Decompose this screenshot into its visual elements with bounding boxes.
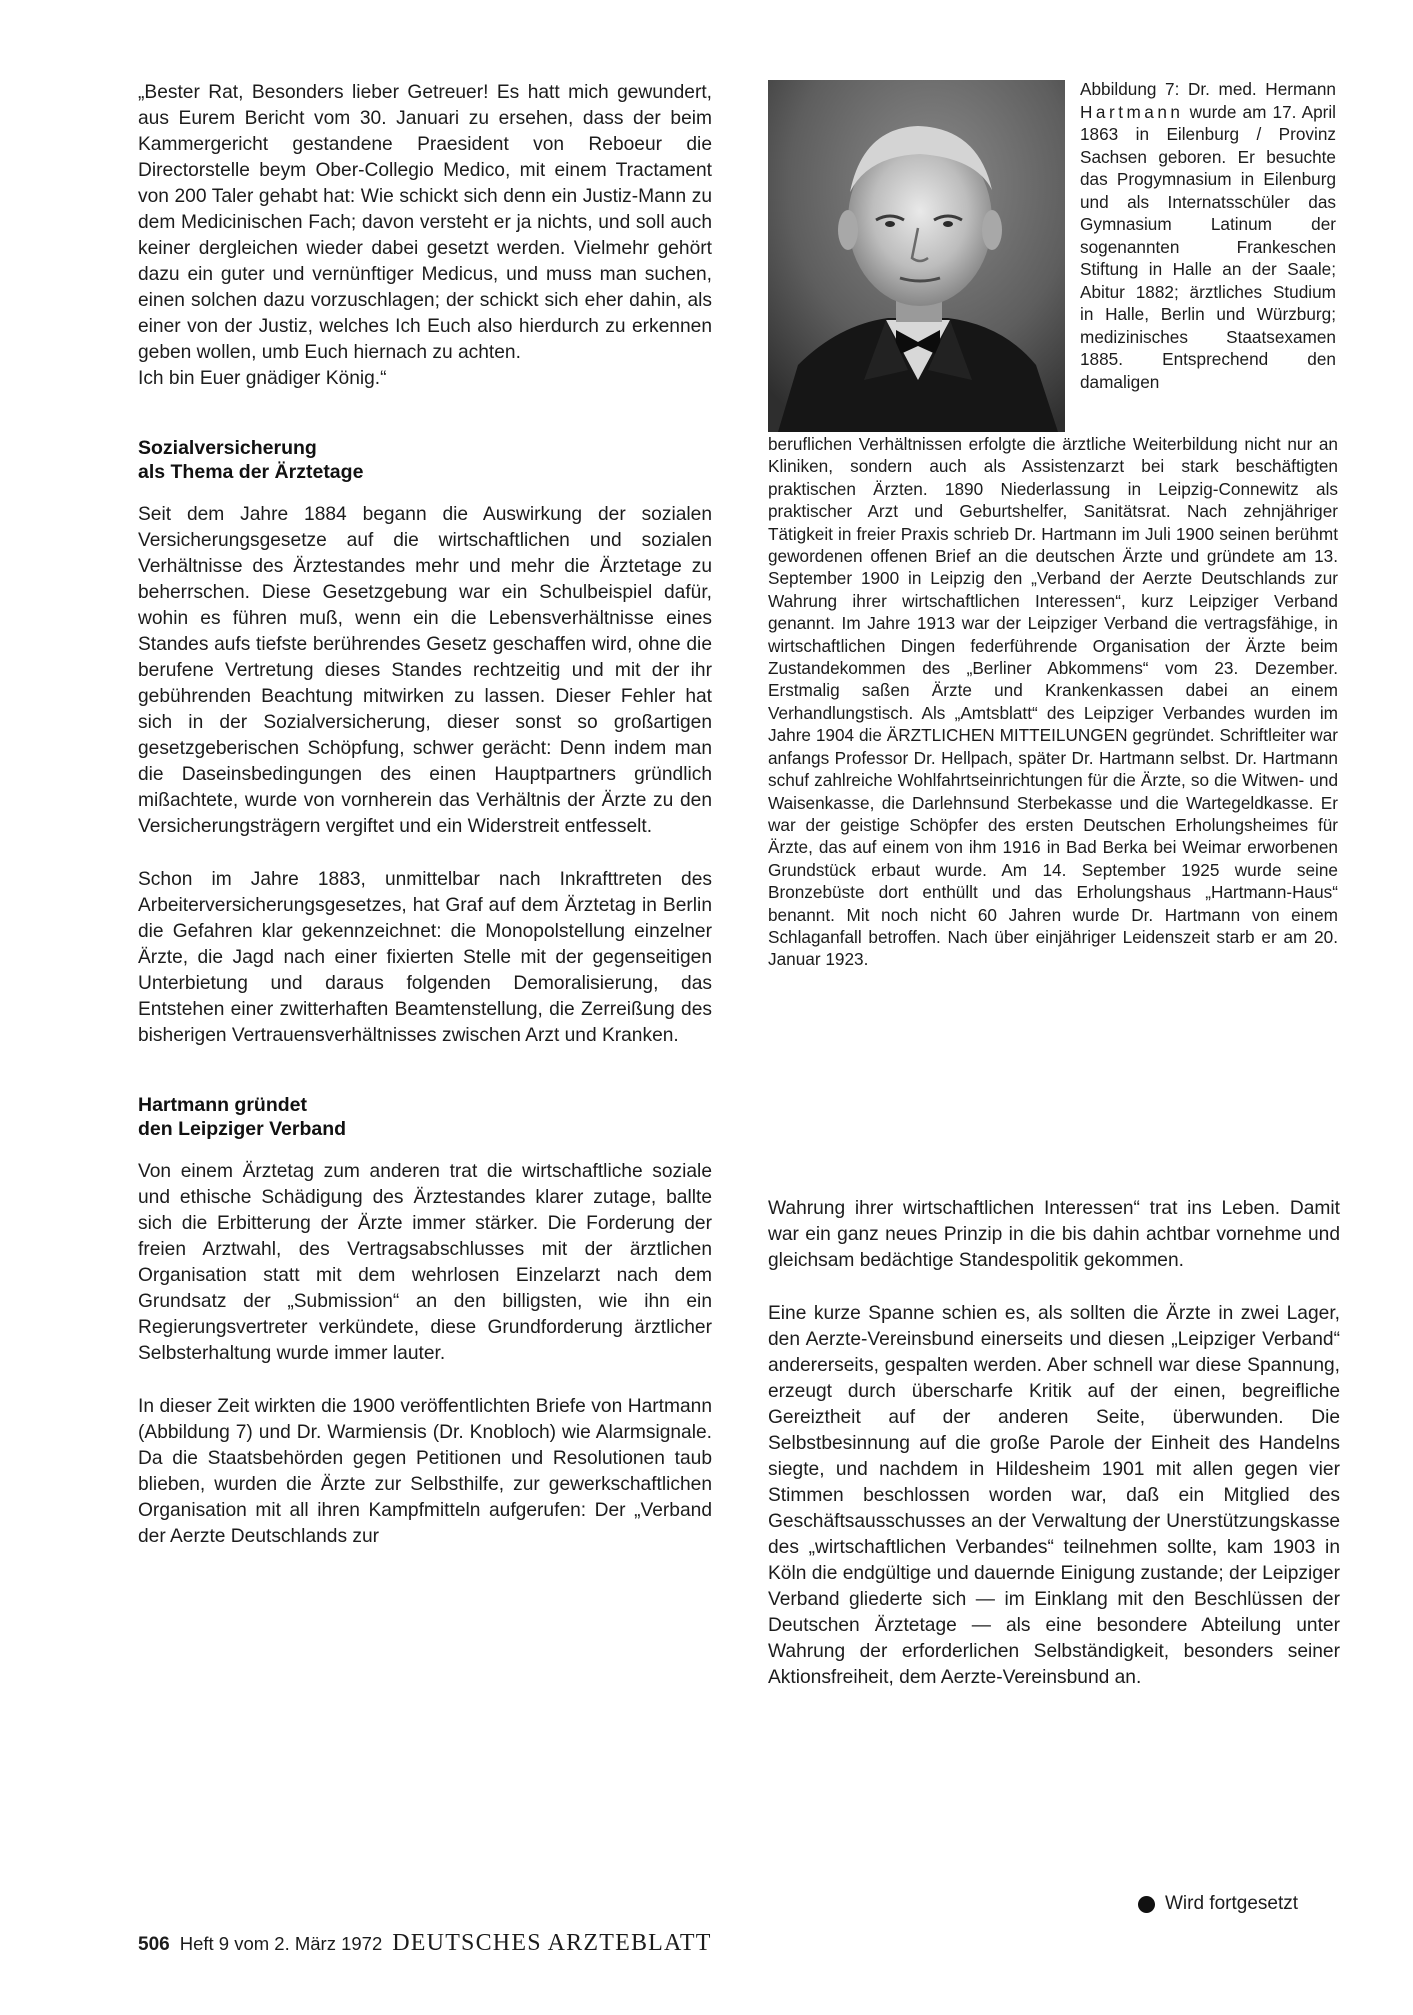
section-heading-sozialversicherung	[138, 436, 712, 484]
section-heading-hartmann	[138, 1093, 712, 1141]
page-footer	[138, 1930, 712, 1957]
bullet-icon	[1138, 1896, 1155, 1913]
page-number: 506	[138, 1934, 170, 1955]
continued-label: Wird fortgesetzt	[1165, 1893, 1299, 1914]
heading-line: als Thema der Ärztetage	[138, 461, 364, 483]
paragraph: Eine kurze Spanne schien es, als sollten die Ärzte in zwei Lager, den Aerzte-Vereinsbund einerseits und diesen „Leipziger Verband“ andererseits, gespalten werden. Aber schnell war diese Spannung, erzeugt durch überscharfe Kritik auf der einen, begreifliche Gereiztheit auf der anderen Seite, überwunden. Die Selbstbesinnung auf die große Parole der Einheit des Handelns siegte, und nachdem in Hildesheim 1901 mit allen gegen vier Stimmen beschlossen worden war, daß ein Mitglied des Geschäftsausschusses an der Verwaltung der Unerstützungskasse des „wirtschaftlichen Verbandes“ teilnehmen sollte, kam 1903 in Köln die endgültige und dauernde Einigung zustande; der Leipziger Verband gliederte sich — im Einklang mit den Beschlüssen der Deutschen Ärztetage — als eine besondere Abteilung unter Wahrung der erforderlichen Selbständigkeit, besonders seiner Aktionsfreiheit, dem Aerzte-Vereinsbund an.	[768, 1303, 1340, 1688]
caption-lead: Abbildung 7: Dr. med. Hermann	[1080, 79, 1336, 99]
figure-caption-continued	[768, 433, 1338, 971]
issue-info: Heft 9 vom 2. März 1972	[179, 1933, 383, 1954]
caption-side-text: wurde am 17. April 1863 in Eilenburg / Provinz Sachsen geboren. Er besuchte das Progymnasium in Eilenburg und als Internatsschüler das Gymnasium Latinum der sogenannten Frankeschen Stiftung in Halle an der Saale; Abitur 1882; ärztliches Studium in Halle, Berlin und Würzburg; medizinisches Staatsexamen 1885. Entsprechend den damaligen	[1080, 101, 1336, 392]
paragraph: Seit dem Jahre 1884 begann die Auswirkung der sozialen Versicherungsgesetze auf die wirtschaftlichen und sozialen Verhältnisse des Ärztestandes mehr und mehr die Ärztetage zu beherrschen. Diese Gesetzgebung war ein Schulbeispiel dafür, wohin es führen muß, wenn ein die Lebensverhältnisse eines Standes aufs tiefste berührendes Gesetz geschaffen wird, ohne die berufene Vertretung dieses Standes rechtzeitig und mit der ihr gebührenden Beachtung mitwirken zu lassen. Dieser Fehler hat sich in der Sozialversicherung, dieser sonst so großartigen gesetzgeberischen Schöpfung, schwer gerächt: Denn indem man die Daseinsbedingungen des einen Hauptpartners gründlich mißachtete, wurde von vornherein das Verhältnis der Ärzte zu den Versicherungsträgern vergiftet und ein Widerstreit entfesselt.	[138, 504, 712, 837]
continued-marker	[1138, 1892, 1298, 1916]
paragraph: In dieser Zeit wirkten die 1900 veröffentlichten Briefe von Hartmann (Abbildung 7) und Dr. Warmiensis (Dr. Knobloch) wie Alarmsignale. Da die Staatsbehörden gegen Petitionen und Resolutionen taub blieben, wurden die Ärzte zur Selbsthilfe, zur gewerkschaftlichen Organisation mit all ihren Kampfmitteln aufgerufen: Der „Verband der Aerzte Deutschlands zur	[138, 1396, 712, 1547]
letter-signature: Ich bin Euer gnädiger König.“	[138, 368, 387, 389]
heading-line: Hartmann gründet	[138, 1094, 308, 1116]
right-column	[768, 1196, 1340, 1691]
caption-name: Hartmann	[1080, 101, 1184, 122]
journal-name: DEUTSCHES ARZTEBLATT	[392, 1930, 712, 1956]
caption-full-text: beruflichen Verhältnissen erfolgte die ärztliche Weiterbildung nicht nur an Kliniken, sondern auch als Assistenzarzt bei stark beschäftigten praktischen Ärzten. 1890 Niederlassung in Leipzig-Connewitz als praktischer Arzt und Geburtshelfer, Sanitätsrat. Nach zehnjähriger Tätigkeit in freier Praxis schrieb Dr. Hartmann im Juli 1900 seinen berühmt gewordenen offenen Brief an die deutschen Ärzte und gründete am 13. September 1900 in Leipzig den „Verband der Aerzte Deutschlands zur Wahrung ihrer wirtschaftlichen Interessen“, kurz Leipziger Verband genannt. Im Jahre 1913 war der Leipziger Verband die vertragsfähige, in wirtschaftlichen Dingen federführende Organisation der Ärzte beim Zustandekommen des „Berliner Abkommens“ vom 23. Dezember. Erstmalig saßen Ärzte und Krankenkassen dabei an einem Verhandlungstisch. Als „Amtsblatt“ des Leipziger Verbandes wurden im Jahre 1904 die ÄRZTLICHEN MITTEILUNGEN gegründet. Schriftleiter war anfangs Professor Dr. Hellpach, später Dr. Hartmann selbst. Dr. Hartmann schuf zahlreiche Wohlfahrtseinrichtungen für die Ärzte, so die Witwen- und Waisenkasse, die Darlehnsund Sterbekasse und die Wartegeldkasse. Er war der geistige Schöpfer des ersten Deutschen Erholungsheimes für Ärzte, das auf einem von ihm 1916 in Bad Berka bei Weimar erworbenen Grundstück erbaut wurde. Am 14. September 1925 wurde seine Bronzebüste dort enthüllt und das Erholungshaus „Hartmann-Haus“ benannt. Mit noch nicht 60 Jahren wurde Dr. Hartmann von einem Schlaganfall betroffen. Nach über einjähriger Leidenszeit starb er am 20. Januar 1923.	[768, 434, 1338, 970]
left-column	[138, 80, 712, 1550]
heading-line: Sozialversicherung	[138, 437, 317, 459]
paragraph: Schon im Jahre 1883, unmittelbar nach Inkrafttreten des Arbeiterversicherungsgesetzes, hat Graf auf dem Ärztetag in Berlin die Gefahren klar gekennzeichnet: die Monopolstellung einzelner Ärzte, die Jagd nach einer fixierten Stelle mit der gegenseitigen Unterbietung und daraus folgenden Demoralisierung, das Entstehen einer zwitterhaften Beamtenstellung, die Zerreißung des bisherigen Vertrauensverhältnisses zwischen Arzt und Kranken.	[138, 869, 712, 1046]
portrait-photo	[768, 80, 1065, 432]
paragraph: Wahrung ihrer wirtschaftlichen Interessen“ trat ins Leben. Damit war ein ganz neues Prinzip in die bis dahin achtbar vornehme und gleichsam bedächtige Standespolitik gekommen.	[768, 1198, 1340, 1271]
heading-line: den Leipziger Verband	[138, 1118, 347, 1140]
royal-letter-quote: „Bester Rat, Besonders lieber Getreuer! Es hatt mich gewundert, aus Eurem Bericht vom 30. Januari zu ersehen, dass der beim Kammergericht gestandene Praesident von Reboeur die Directorstelle beym Ober-Collegio Medico, mit einem Tractament von 200 Taler gehabt hat: Wie schickt sich denn ein Justiz-Mann zu dem Medicinischen Fach; davon versteht er ja nichts, und soll auch keiner dergleichen wieder dabei gesetzt werden. Vielmehr gehört dazu ein guter und vernünftiger Medicus, und muss man suchen, einen solchen dazu vorzuschlagen; der schickt sich eher dahin, als einer von der Justiz, welches Ich Euch also hierdurch zu erkennen geben wollen, umb Euch hiernach zu achten.	[138, 82, 712, 363]
figure-caption-side	[1080, 78, 1336, 393]
portrait-illustration	[768, 80, 1065, 432]
paragraph: Von einem Ärztetag zum anderen trat die wirtschaftliche soziale und ethische Schädigung des Ärztestandes klarer zutage, ballte sich die Erbitterung der Ärzte immer stärker. Die Forderung der freien Arztwahl, des Vertragsabschlusses mit der ärztlichen Organisation statt mit dem wehrlosen Einzelarzt nach dem Grundsatz der „Submission“ an den billigsten, wie ihn ein Regierungsvertreter verkündete, diese Grundforderung ärztlicher Selbsterhaltung wurde immer lauter.	[138, 1161, 712, 1364]
